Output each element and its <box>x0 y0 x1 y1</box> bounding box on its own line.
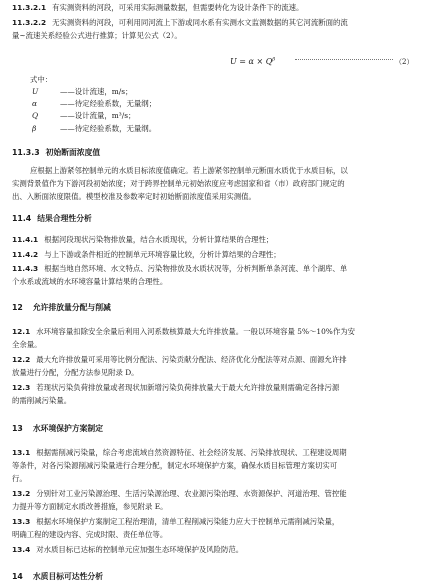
variable-item <box>32 111 433 121</box>
clause-text: 根据需削减污染量，综合考虑流域自然资源特征、社会经济发展、污染排放现状、工程建设周期 <box>36 448 347 457</box>
clause-13-2 <box>12 489 433 499</box>
formula-2 <box>230 56 275 66</box>
variable-symbol: U <box>32 87 39 96</box>
clause-11-4-3 <box>12 264 433 274</box>
clause-13-3 <box>12 517 433 527</box>
clause-text: 放量进行分配，分配方法参见附录 D。 <box>12 368 139 377</box>
variables-intro: 式中： <box>30 75 53 84</box>
clause-number: 12.3 <box>12 383 31 392</box>
clause-text: 根据当地自然环境、水文特点、污染物排放及水质状况等，分析判断单条河流、单个湖库、单 <box>44 264 348 273</box>
variable-symbol: α <box>32 99 37 108</box>
clause-number: 11.4.2 <box>12 250 39 259</box>
section-11-3-3-heading <box>12 148 433 158</box>
clause-12-1 <box>12 327 433 337</box>
clause-text: 明确工程的建设内容、完成时限、责任单位等。 <box>12 530 168 539</box>
section-number: 14 <box>12 572 23 581</box>
section-number: 13 <box>12 424 23 433</box>
clause-text: 有实测资料的河段，可采用实际测量数据，但需要转化为设计条件下的流速。 <box>52 3 304 12</box>
variable-desc: ——设计流量，m³/s； <box>60 111 136 120</box>
clause-text: 与上下游或条件相近的控制单元环境容量比较，分析计算结果的合理性； <box>44 250 281 259</box>
clause-text: 无实测资料的河段，可利用同河流上下游或同水系有实测水文监测数据的其它河流断面的流 <box>52 18 348 27</box>
section-title: 水质目标可达性分析 <box>32 572 104 581</box>
clause-text: 的需削减污染量。 <box>12 396 72 405</box>
clause-number: 13.3 <box>12 517 31 526</box>
clause-13-1-cont <box>12 461 433 471</box>
clause-text: 对水质目标已达标的控制单元应加强生态环境保护及风险防范。 <box>36 545 244 554</box>
clause-11-3-2-2-cont <box>12 31 433 41</box>
clause-text: 根据水环境保护方案制定工程治理清，清单工程削减污染能力应大于控制单元需削减污染量， <box>36 517 340 526</box>
variable-desc: ——待定经验系数，无量纲； <box>60 99 157 108</box>
variable-desc: ——设计流速，m/s； <box>60 87 133 96</box>
clause-text: 若现状污染负荷排放量或者现状加新增污染负荷排放量大于最大允许排放量则需确定各排污源 <box>36 383 340 392</box>
clause-number: 12.1 <box>12 327 31 336</box>
clause-text: 最大允许排放量可采用等比例分配法、污染贡献分配法、经济优化分配法等对点源、面源允许排 <box>36 355 347 364</box>
clause-text: 等条件，对各污染源削减污染量进行合理分配，制定水环境保护方案，确保水质目标管理方案切实可 <box>12 461 338 470</box>
clause-11-3-2-1 <box>12 3 433 13</box>
paragraph-line: 出、入断面浓度限值。模型校准及参数率定时初始断面浓度值采用实测值。 <box>12 192 256 201</box>
variable-symbol: Q <box>32 111 39 120</box>
clause-12-2-cont <box>12 368 433 378</box>
clause-number: 11.3.2.2 <box>12 18 47 27</box>
clause-11-3-2-2 <box>12 18 433 28</box>
formula-text: $U = \alpha \times Q^\beta$ <box>230 56 276 66</box>
clause-text: 个水系或流域的水环境容量计算结果的合理性。 <box>12 277 168 286</box>
clause-text: 分别针对工业污染源治理、生活污染源治理、农业源污染治理、水资源保护、河道治理、管控能 <box>36 489 347 498</box>
section-number: 11.4 <box>12 214 32 223</box>
clause-12-3-cont <box>12 396 433 406</box>
section-title: 初始断面浓度值 <box>45 148 101 157</box>
clause-number: 13.2 <box>12 489 31 498</box>
clause-11-4-1 <box>12 235 433 245</box>
clause-12-3 <box>12 383 433 393</box>
section-13-heading <box>12 424 433 434</box>
variable-desc: ——待定经验系数，无量纲。 <box>60 124 157 133</box>
variable-item <box>32 124 433 134</box>
section-12-heading <box>12 303 433 313</box>
clause-number: 12.2 <box>12 355 31 364</box>
clause-11-4-3-cont <box>12 277 433 287</box>
section-14-heading <box>12 572 433 582</box>
clause-text: 行。 <box>12 474 27 483</box>
clause-number: 11.3.2.1 <box>12 3 47 12</box>
section-title: 水环境保护方案制定 <box>32 424 104 433</box>
clause-13-1 <box>12 448 433 458</box>
clause-number: 11.4.1 <box>12 235 39 244</box>
clause-11-4-2 <box>12 250 433 260</box>
section-number: 12 <box>12 303 23 312</box>
clause-13-1-cont <box>12 474 433 484</box>
formula-tag: （2） <box>395 58 414 66</box>
clause-number: 11.4.3 <box>12 264 39 273</box>
paragraph-line: 应根据上游紧邻控制单元的水质目标浓度值确定。若上游紧邻控制单元断面水质优于水质目标，以 <box>30 166 348 175</box>
variable-item <box>32 87 433 97</box>
clause-text: 力提升等方面制定水质改善措施，参见附录 E。 <box>12 502 168 511</box>
clause-13-4 <box>12 545 433 555</box>
clause-number: 13.1 <box>12 448 31 457</box>
section-title: 允许排放量分配与削减 <box>32 303 111 312</box>
formula-leader-dots <box>295 59 393 60</box>
clause-text: 根据河段现状污染物排放量，结合水质现状，分析计算结果的合理性； <box>44 235 274 244</box>
clause-12-1-cont <box>12 340 433 350</box>
clause-13-2-cont <box>12 502 433 512</box>
section-11-4-heading <box>12 214 433 224</box>
clause-12-2 <box>12 355 433 365</box>
variable-symbol: β <box>32 124 37 133</box>
clause-text: 水环境容量扣除安全余量后利用入河系数核算最大允许排放量。一般以环境容量 5%～10%作为安 <box>36 327 355 336</box>
section-number: 11.3.3 <box>12 148 40 157</box>
variable-item <box>32 99 433 109</box>
clause-text: 量~流速关系经验公式进行推算；计算见公式（2）。 <box>12 31 182 40</box>
paragraph-line: 实测背景值作为下游河段初始浓度；对于跨界控制单元初始浓度应考虑国家和省（市）政府部门规定的 <box>12 179 345 188</box>
clause-number: 13.4 <box>12 545 31 554</box>
clause-text: 全余量。 <box>12 340 42 349</box>
clause-13-3-cont <box>12 530 433 540</box>
section-title: 结果合理性分析 <box>37 214 92 223</box>
